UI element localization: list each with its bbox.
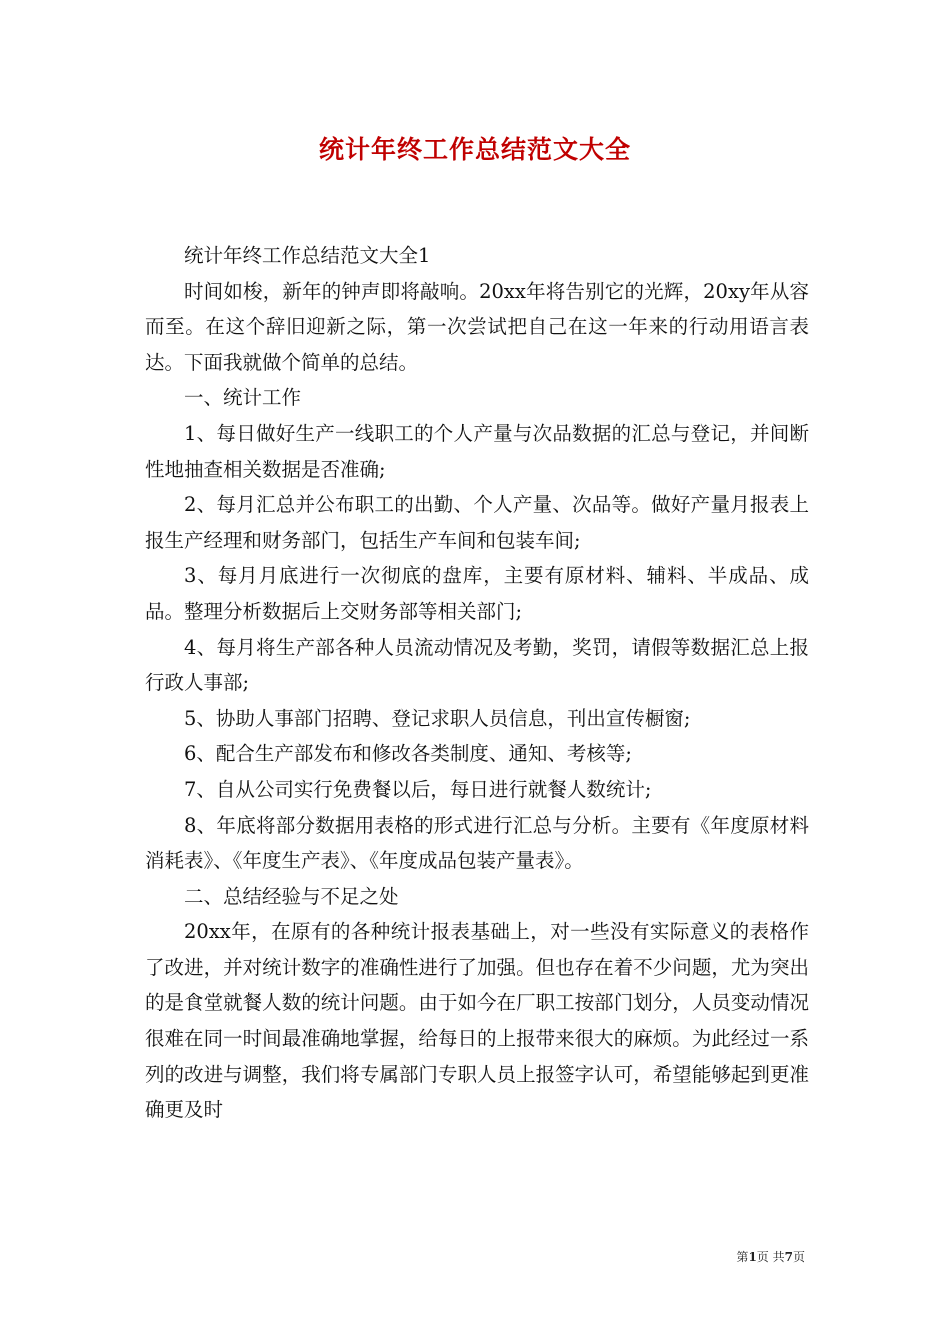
paragraph-subtitle: 统计年终工作总结范文大全1 bbox=[184, 244, 431, 267]
paragraph-experience: 20xx年，在原有的各种统计报表基础上，对一些没有实际意义的表格作了改进，并对统计数字的准确性进行了加强。但也存在着不少问题，尤为突出的是食堂就餐人数的统计问题。由于如今在厂职工按部门划分，人员变动情况很难在同一时间最准确地掌握，给每日的上报带来很大的麻烦。为此经过一系列的改进与调整，我们将专属部门专职人员上报签字认可，希望能够起到更准确更及时 bbox=[145, 920, 809, 1122]
document-title: 统计年终工作总结范文大全 bbox=[318, 135, 631, 164]
section-heading-experience: 二、总结经验与不足之处 bbox=[184, 884, 399, 908]
page-number-middle: 页 共 bbox=[756, 1250, 785, 1264]
page-number-suffix: 页 bbox=[792, 1250, 805, 1264]
list-item: 8、年底将部分数据用表格的形式进行汇总与分析。主要有《年度原材料消耗表》、《年度生产表》、《年度成品包装产量表》。 bbox=[145, 813, 809, 873]
paragraph-intro: 时间如梭，新年的钟声即将敲响。20xx年将告别它的光辉，20xy年从容而至。在这个辞旧迎新之际，第一次尝试把自己在这一年来的行动用语言表达。下面我就做个简单的总结。 bbox=[145, 279, 809, 374]
list-item: 3、每月月底进行一次彻底的盘库，主要有原材料、辅料、半成品、成品。整理分析数据后上交财务部等相关部门; bbox=[145, 564, 809, 623]
total-pages-number: 7 bbox=[784, 1250, 793, 1264]
document-body bbox=[145, 238, 809, 1128]
list-item: 6、配合生产部发布和修改各类制度、通知、考核等; bbox=[184, 742, 632, 766]
page-number bbox=[736, 1248, 805, 1265]
section-heading-statistics: 一、统计工作 bbox=[184, 386, 302, 410]
current-page-number: 1 bbox=[748, 1250, 757, 1264]
list-item: 5、协助人事部门招聘、登记求职人员信息，刊出宣传橱窗; bbox=[184, 706, 691, 730]
list-item: 2、每月汇总并公布职工的出勤、个人产量、次品等。做好产量月报表上报生产经理和财务部门，包括生产车间和包装车间; bbox=[145, 493, 809, 552]
page-number-prefix: 第 bbox=[736, 1250, 749, 1264]
list-item: 7、自从公司实行免费餐以后，每日进行就餐人数统计; bbox=[184, 777, 652, 801]
list-item: 4、每月将生产部各种人员流动情况及考勤，奖罚，请假等数据汇总上报行政人事部; bbox=[145, 635, 809, 695]
list-item: 1、每日做好生产一线职工的个人产量与次品数据的汇总与登记，并间断性地抽查相关数据是否准确; bbox=[145, 421, 809, 481]
